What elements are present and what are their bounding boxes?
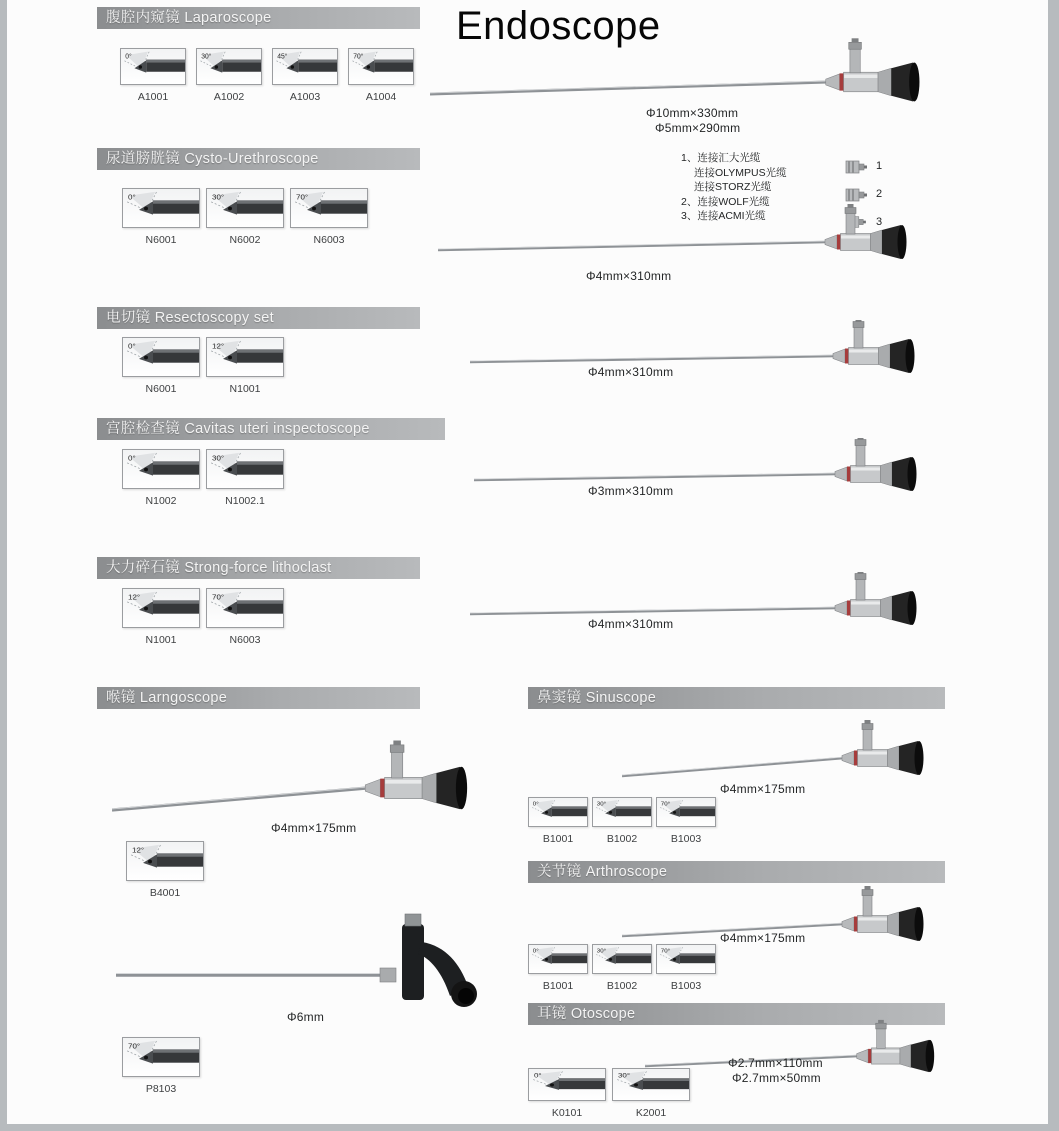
scope-tip-image bbox=[122, 337, 200, 377]
scope-thumbnail bbox=[290, 188, 368, 246]
endoscope-illustration-laryngoscope bbox=[112, 726, 484, 824]
section-header-laryngoscope: 喉镜 Larngoscope bbox=[97, 687, 420, 709]
angle-label: 70° bbox=[128, 1041, 141, 1051]
scope-tip-drawing bbox=[657, 945, 715, 973]
thumbnail-row-laparoscope bbox=[120, 48, 414, 103]
endoscope-illustration-resectoscopy bbox=[470, 320, 928, 384]
angle-label: 70° bbox=[212, 592, 225, 602]
scope-tip-drawing bbox=[123, 450, 199, 488]
scope-tip-drawing bbox=[291, 189, 367, 227]
scope-thumbnail bbox=[206, 188, 284, 246]
scope-tip-image bbox=[612, 1068, 690, 1101]
spec-label: Φ4mm×310mm bbox=[588, 365, 674, 379]
scope-tip-drawing bbox=[657, 798, 715, 826]
scope-thumbnail bbox=[528, 1068, 606, 1119]
scope-tip-drawing bbox=[593, 945, 651, 973]
spec-label: Φ6mm bbox=[287, 1010, 325, 1024]
angle-label: 0° bbox=[128, 341, 136, 351]
scope-tip-drawing bbox=[207, 589, 283, 627]
model-number: K0101 bbox=[551, 1107, 583, 1119]
scope-thumbnail bbox=[272, 48, 338, 103]
endoscope-illustration-laryngoscope-handle bbox=[112, 912, 492, 1012]
scope-tip-drawing bbox=[123, 338, 199, 376]
scope-tip-image bbox=[122, 588, 200, 628]
scope-thumbnail bbox=[592, 944, 652, 992]
spec-label: Φ2.7mm×50mm bbox=[732, 1071, 821, 1085]
scope-tip-drawing bbox=[529, 1069, 605, 1100]
model-number: A1003 bbox=[289, 91, 321, 103]
endoscope-drawing bbox=[470, 572, 930, 636]
model-number: N1002.1 bbox=[225, 495, 265, 507]
scope-thumbnail bbox=[528, 797, 588, 845]
angle-label: 0° bbox=[125, 53, 132, 61]
endoscope-drawing bbox=[474, 438, 930, 502]
scope-tip-image bbox=[122, 1037, 200, 1077]
endoscope-illustration-cavitas bbox=[474, 438, 930, 502]
angle-label: 0° bbox=[534, 1072, 542, 1080]
thumbnail-row-sinuscope bbox=[528, 797, 716, 845]
scan-edge-left bbox=[0, 0, 7, 1131]
scope-tip-drawing bbox=[121, 49, 185, 84]
cable-note-line: 1、连接汇大光缆 bbox=[681, 152, 761, 164]
angle-label: 0° bbox=[128, 192, 136, 202]
model-number: B1001 bbox=[542, 833, 574, 845]
section-header-otoscope: 耳镜 Otoscope bbox=[528, 1003, 945, 1025]
cable-note-line: 3、连接ACMI光缆 bbox=[681, 210, 766, 222]
scope-tip-image bbox=[528, 797, 588, 827]
model-number: N1001 bbox=[145, 634, 177, 646]
thumbnail-row-laryngoscope bbox=[126, 841, 204, 899]
spec-label: Φ4mm×175mm bbox=[720, 931, 806, 945]
angle-label: 30° bbox=[618, 1072, 631, 1080]
endoscope-illustration-lithoclast bbox=[470, 572, 930, 636]
adapter-number: 1 bbox=[876, 160, 883, 172]
scope-tip-image bbox=[122, 188, 200, 228]
angle-label: 70° bbox=[296, 192, 309, 202]
section-header-cysto-urethroscope: 尿道膀胱镜 Cysto-Urethroscope bbox=[97, 148, 420, 170]
spec-label: Φ4mm×175mm bbox=[271, 821, 357, 835]
scope-tip-drawing bbox=[273, 49, 337, 84]
endoscope-illustration-sinuscope bbox=[622, 714, 937, 784]
section-header-cavitas: 宫腔检查镜 Cavitas uteri inspectoscope bbox=[97, 418, 445, 440]
scope-thumbnail bbox=[528, 944, 588, 992]
model-number: B4001 bbox=[149, 887, 181, 899]
cable-note-line: 2、连接WOLF光缆 bbox=[681, 195, 770, 208]
thumbnail-row-otoscope bbox=[528, 1068, 690, 1119]
scope-tip-image bbox=[206, 588, 284, 628]
scope-thumbnail bbox=[122, 1037, 200, 1095]
scope-tip-drawing bbox=[127, 842, 203, 880]
model-number: B1002 bbox=[606, 980, 638, 992]
angle-label: 0° bbox=[532, 801, 539, 808]
spec-label: Φ4mm×310mm bbox=[586, 269, 672, 283]
angle-label: 70° bbox=[660, 801, 671, 808]
scope-tip-drawing bbox=[123, 589, 199, 627]
scope-thumbnail bbox=[656, 797, 716, 845]
scope-thumbnail bbox=[612, 1068, 690, 1119]
angle-label: 30° bbox=[596, 801, 607, 808]
scope-tip-image bbox=[122, 449, 200, 489]
cable-note-line: 连接OLYMPUS光缆 bbox=[694, 166, 787, 179]
model-number: N6003 bbox=[313, 234, 345, 246]
endoscope-drawing bbox=[470, 320, 928, 384]
scope-thumbnail bbox=[122, 449, 200, 507]
thumbnail-row-resectoscopy bbox=[122, 337, 284, 395]
thumbnail-row-laryngoscope-2 bbox=[122, 1037, 200, 1095]
model-number: N6002 bbox=[229, 234, 261, 246]
scope-tip-drawing bbox=[197, 49, 261, 84]
model-number: N6001 bbox=[145, 383, 177, 395]
model-number: B1003 bbox=[670, 833, 702, 845]
spec-label: Φ3mm×310mm bbox=[588, 484, 674, 498]
adapter-number: 3 bbox=[876, 216, 883, 228]
model-number: B1003 bbox=[670, 980, 702, 992]
scope-thumbnail bbox=[122, 588, 200, 646]
scope-tip-image bbox=[528, 944, 588, 974]
scope-tip-drawing bbox=[207, 450, 283, 488]
spec-label: Φ4mm×175mm bbox=[720, 782, 806, 796]
cable-note-line: 连接STORZ光缆 bbox=[694, 181, 772, 193]
model-number: A1002 bbox=[213, 91, 245, 103]
scope-tip-drawing bbox=[529, 945, 587, 973]
scope-tip-image bbox=[196, 48, 262, 85]
scan-edge-right bbox=[1048, 0, 1059, 1131]
model-number: N6003 bbox=[229, 634, 261, 646]
thumbnail-row-arthroscope bbox=[528, 944, 716, 992]
angle-label: 70° bbox=[353, 53, 364, 61]
page-title: Endoscope bbox=[456, 4, 661, 48]
scope-tip-drawing bbox=[207, 338, 283, 376]
scope-thumbnail bbox=[206, 449, 284, 507]
thumbnail-row-cysto bbox=[122, 188, 368, 246]
adapter-number: 2 bbox=[876, 188, 883, 200]
angle-label: 30° bbox=[212, 192, 225, 202]
scope-tip-image bbox=[656, 797, 716, 827]
model-number: B1001 bbox=[542, 980, 574, 992]
scope-tip-drawing bbox=[123, 189, 199, 227]
model-number: N1002 bbox=[145, 495, 177, 507]
angle-label: 70° bbox=[660, 948, 671, 955]
section-header-sinuscope: 鼻窦镜 Sinuscope bbox=[528, 687, 945, 709]
scope-tip-image bbox=[290, 188, 368, 228]
scope-thumbnail bbox=[206, 588, 284, 646]
model-number: P8103 bbox=[145, 1083, 177, 1095]
scope-tip-image bbox=[126, 841, 204, 881]
model-number: A1001 bbox=[137, 91, 169, 103]
scope-thumbnail bbox=[126, 841, 204, 899]
thumbnail-row-cavitas bbox=[122, 449, 284, 507]
angle-label: 30° bbox=[212, 453, 225, 463]
angle-label: 12° bbox=[132, 845, 145, 855]
scope-tip-image bbox=[592, 797, 652, 827]
scope-tip-image bbox=[272, 48, 338, 85]
scope-tip-drawing bbox=[207, 189, 283, 227]
endoscope-illustration-cysto bbox=[438, 204, 920, 270]
angle-label: 12° bbox=[212, 341, 225, 351]
section-header-laparoscope: 腹腔内窥镜 Laparoscope bbox=[97, 7, 420, 29]
scope-thumbnail bbox=[122, 188, 200, 246]
scope-tip-drawing bbox=[613, 1069, 689, 1100]
endoscope-drawing bbox=[112, 726, 484, 824]
scope-thumbnail bbox=[592, 797, 652, 845]
scan-edge-bottom bbox=[0, 1124, 1059, 1131]
scope-thumbnail bbox=[120, 48, 186, 103]
scope-thumbnail bbox=[196, 48, 262, 103]
thumbnail-row-lithoclast bbox=[122, 588, 284, 646]
scope-thumbnail bbox=[656, 944, 716, 992]
section-header-arthroscope: 关节镜 Arthroscope bbox=[528, 861, 945, 883]
scope-tip-image bbox=[120, 48, 186, 85]
angle-label: 30° bbox=[596, 948, 607, 955]
section-header-lithoclast: 大力碎石镜 Strong-force lithoclast bbox=[97, 557, 420, 579]
scope-tip-drawing bbox=[529, 798, 587, 826]
angle-label: 0° bbox=[128, 453, 136, 463]
scope-tip-image bbox=[206, 449, 284, 489]
scope-tip-image bbox=[206, 337, 284, 377]
model-number: N1001 bbox=[229, 383, 261, 395]
endoscope-handle-drawing bbox=[112, 912, 492, 1012]
light-cable-adapter-icon bbox=[845, 158, 869, 181]
scope-tip-drawing bbox=[593, 798, 651, 826]
scope-tip-image bbox=[528, 1068, 606, 1101]
model-number: A1004 bbox=[365, 91, 397, 103]
angle-label: 12° bbox=[128, 592, 141, 602]
spec-label: Φ2.7mm×110mm bbox=[728, 1056, 823, 1070]
scope-tip-drawing bbox=[123, 1038, 199, 1076]
spec-label: Φ4mm×310mm bbox=[588, 617, 674, 631]
scope-tip-drawing bbox=[349, 49, 413, 84]
angle-label: 30° bbox=[201, 53, 212, 61]
spec-label: Φ10mm×330mm bbox=[646, 106, 739, 120]
scope-thumbnail bbox=[348, 48, 414, 103]
model-number: B1002 bbox=[606, 833, 638, 845]
angle-label: 45° bbox=[277, 53, 288, 61]
scope-thumbnail bbox=[122, 337, 200, 395]
angle-label: 0° bbox=[532, 948, 539, 955]
model-number: K2001 bbox=[635, 1107, 667, 1119]
endoscope-drawing bbox=[622, 714, 937, 784]
endoscope-drawing bbox=[438, 204, 920, 270]
scope-tip-image bbox=[206, 188, 284, 228]
model-number: N6001 bbox=[145, 234, 177, 246]
section-header-resectoscopy: 电切镜 Resectoscopy set bbox=[97, 307, 420, 329]
scope-tip-image bbox=[656, 944, 716, 974]
scope-tip-image bbox=[348, 48, 414, 85]
spec-label: Φ5mm×290mm bbox=[655, 121, 741, 135]
scope-thumbnail bbox=[206, 337, 284, 395]
scope-tip-image bbox=[592, 944, 652, 974]
